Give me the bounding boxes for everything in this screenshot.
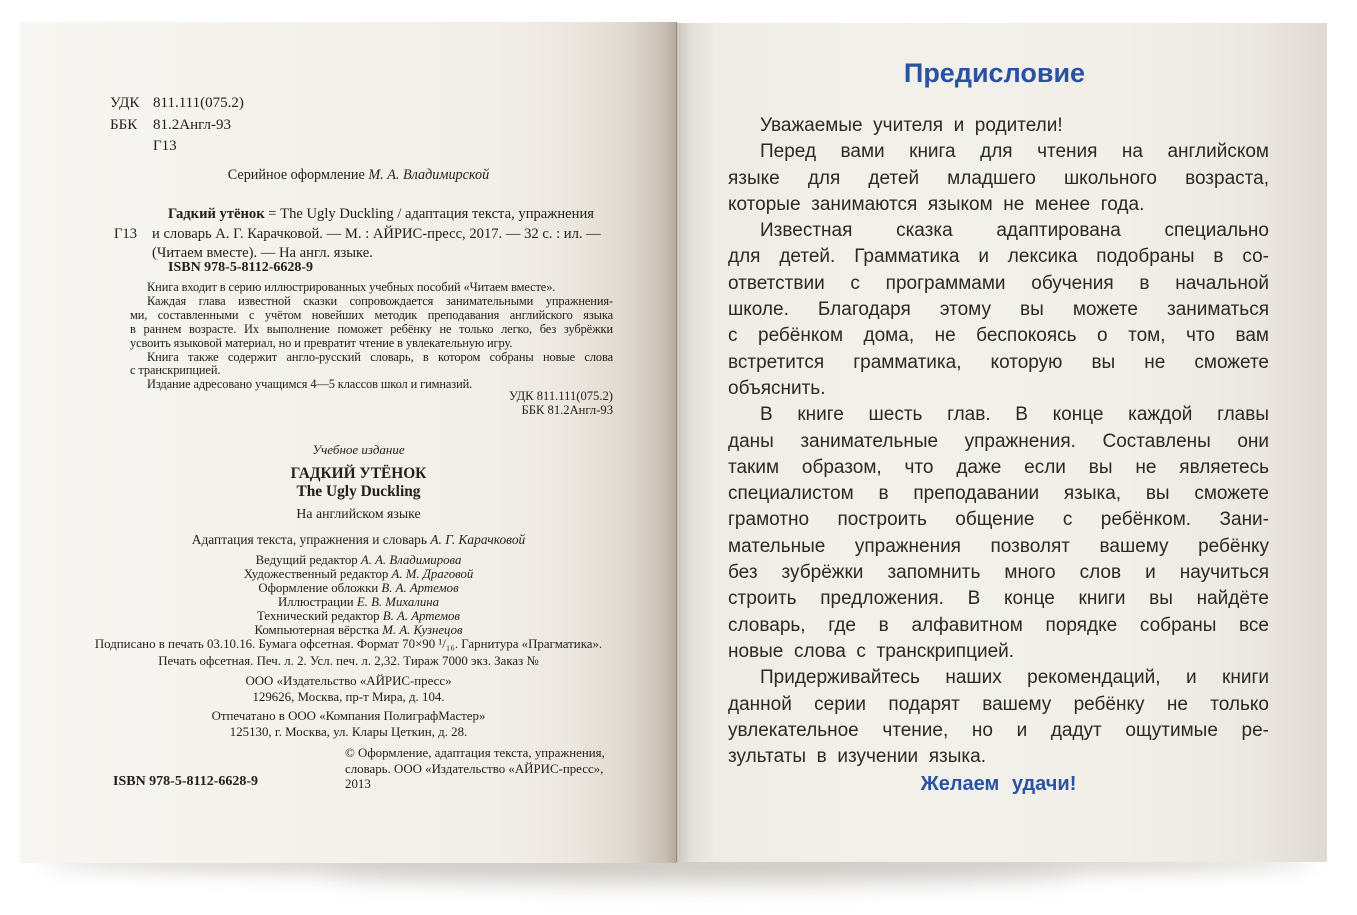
credit-name: В. А. Артемов <box>382 608 460 623</box>
text-line: школе. Благодаря этому вы можете заниматься <box>728 299 1269 321</box>
language-note: На английском языке <box>296 506 421 521</box>
credit-line <box>90 554 627 568</box>
text-line: встретится грамматика, которую вы не сможете <box>728 351 1269 373</box>
book-title-en: The Ugly Duckling <box>296 483 421 500</box>
isbn-bottom: ISBN 978-5-8112-6628-9 <box>113 774 259 789</box>
publisher-block <box>40 673 657 705</box>
udk-right-line: УДК 811.111(075.2) <box>508 389 613 403</box>
adaptation-author: А. Г. Карачковой <box>430 532 526 547</box>
credit-role: Оформление обложки <box>258 580 379 595</box>
bbk-label: ББК <box>110 116 138 133</box>
udk-line <box>110 93 244 115</box>
printer-address: 125130, г. Москва, ул. Клары Цеткин, д. 28. <box>229 725 468 739</box>
edition-block <box>90 442 627 637</box>
text-line: Книга также содержит англо-русский словарь, в котором собраны новые слова <box>147 349 613 364</box>
cip-line-2: и словарь А. Г. Карачковой. — М. : АЙРИС-пресс, 2017. — 32 с. : ил. — <box>152 225 601 242</box>
adaptation-prefix: Адаптация текста, упражнения и словарь <box>191 532 427 547</box>
spine-shadow <box>676 22 677 862</box>
credit-role: Художественный редактор <box>243 566 389 581</box>
cip-title-bold: Гадкий утёнок <box>168 206 265 222</box>
preface-paragraph <box>728 218 1269 402</box>
text-line: данной серии подарят вашему ребёнку не только <box>728 693 1269 715</box>
text-line: новые слова с транскрипцией. <box>728 640 1015 662</box>
text-line: строить предложения. В конце книги вы найдёте <box>728 588 1269 610</box>
text-line: ми, составленными с учётом новейших методик преподавания английского языка <box>130 307 613 322</box>
printer-name: Отпечатано в ООО «Компания ПолиграфМастер» <box>211 709 486 723</box>
text-line: для детей. Грамматика и лексика подобраны в со- <box>728 246 1269 268</box>
text-line: увлекательное чтение, но и дадут ощутимые ре- <box>728 719 1269 741</box>
text-line: с ребёнком дома, не беспокоясь о том, что вам <box>728 325 1269 347</box>
credit-name: А. А. Владимирова <box>360 553 462 567</box>
credit-name: М. А. Кузнецов <box>382 622 463 637</box>
text-line: ответствии с программами обучения в начальной <box>728 272 1269 294</box>
text-line: Книга входит в серию иллюстрированных учебных пособий «Читаем вместе». <box>147 280 556 294</box>
cip-line-1 <box>152 205 635 225</box>
credit-name: В. А. Артемов <box>381 580 459 595</box>
series-designer-name: М. А. Владимирской <box>368 167 490 183</box>
credit-line <box>90 582 627 596</box>
author-code: Г13 <box>153 138 177 154</box>
bbk-value: 81.2Англ-93 <box>153 116 231 133</box>
text-line: языке для детей младшего школьного возраста, <box>728 167 1269 189</box>
text-line: усвоить языковой материал, но и превратит чтение в увлекательную игру. <box>130 335 513 350</box>
adaptation-line <box>90 532 627 548</box>
publisher-address: 129626, Москва, пр-т Мира, д. 104. <box>252 690 445 704</box>
text-line: Уважаемые учителя и родители! <box>760 115 1063 136</box>
text-line: без зубрёжки запомнить много слов и научиться <box>728 562 1269 584</box>
credit-role: Компьютерная вёрстка <box>254 622 380 637</box>
text-line: В книге шесть глав. В конце каждой главы <box>760 404 1269 426</box>
credit-role: Ведущий редактор <box>255 553 358 567</box>
text-line: Известная сказка адаптирована специально <box>760 220 1269 242</box>
preface-page <box>677 23 1327 862</box>
text-line: грамотно построить общение с ребёнком. Зани- <box>728 509 1269 531</box>
credit-line <box>90 568 627 582</box>
cip-author-code: Г13 <box>114 225 138 242</box>
text-line: даны занимательные упражнения. Составлены они <box>728 430 1269 452</box>
text-line: специалистом в преподавании языка, вы сможете <box>728 483 1269 505</box>
text-line: объяснить. <box>728 377 826 399</box>
text-line: Перед вами книга для чтения на английском <box>760 141 1269 163</box>
cip-line-3: (Читаем вместе). — На англ. языке. <box>152 245 373 261</box>
preface-paragraph <box>728 665 1269 770</box>
preface-body <box>728 113 1269 798</box>
preface-paragraph <box>728 113 1269 139</box>
text-line: 2013 <box>345 777 371 791</box>
imprint-page <box>20 22 677 863</box>
text-line: словарь, где в алфавитном порядке собраны все <box>728 614 1269 636</box>
isbn-top: ISBN 978-5-8112-6628-9 <box>168 260 314 275</box>
edition-type: Учебное издание <box>312 442 405 457</box>
text-line: Издание адресовано учащимся 4—5 классов школ и гимназий. <box>147 377 473 392</box>
credits-block <box>90 554 627 637</box>
series-design-line <box>90 167 627 184</box>
closing-line: Желаем удачи! <box>920 773 1077 796</box>
credit-role: Технический редактор <box>257 608 380 623</box>
text-line: © Оформление, адаптация текста, упражнения, <box>345 746 605 760</box>
credit-line <box>90 596 627 610</box>
bbk-right-line: ББК 81.2Англ-93 <box>521 402 613 417</box>
printer-block <box>40 708 657 740</box>
preface-paragraph <box>728 139 1269 218</box>
text-line: таким образом, что даже если вы не являетесь <box>728 456 1269 478</box>
credit-line <box>90 610 627 624</box>
text-line: которые занимаются языком не менее года. <box>728 193 1145 215</box>
preface-heading: Предисловие <box>903 58 1086 88</box>
preface-paragraph <box>728 402 1269 665</box>
cip-title-rest: = The Ugly Duckling / адаптация текста, упражнения <box>264 206 594 222</box>
print-info-block <box>40 636 657 670</box>
credit-name: Е. В. Михалина <box>356 594 439 609</box>
print-info-line-1: Подписано в печать 03.10.16. Бумага офсетная. Формат 70×90 ¹/₁₆. Гарнитура «Прагматика». <box>94 637 603 651</box>
text-line: Каждая глава известной сказки сопровождается занимательными упражнения- <box>147 293 613 308</box>
bbk-line <box>110 115 244 137</box>
udk-bbk-block <box>110 93 244 158</box>
text-line: мательные упражнения позволят вашему ребёнку <box>728 535 1269 557</box>
udk-value: 811.111(075.2) <box>153 95 244 111</box>
cip-entry <box>114 205 635 264</box>
author-code-line <box>110 136 244 158</box>
series-design-prefix: Серийное оформление <box>227 167 365 183</box>
text-line: Придерживайтесь наших рекомендаций, и книги <box>760 667 1269 689</box>
udk-label: УДК <box>110 95 140 111</box>
book-title-ru: ГАДКИЙ УТЁНОК <box>290 465 427 482</box>
text-line: в раннем возрасте. Их выполнение поможет ребёнку не только легко, без зубрёжки <box>130 321 613 336</box>
text-line: словарь. ООО «Издательство «АЙРИС-пресс», <box>345 761 604 776</box>
text-line: зультаты в изучении языка. <box>728 746 986 768</box>
udk-bbk-right-block <box>509 390 613 417</box>
publisher-name: ООО «Издательство «АЙРИС-пресс» <box>245 674 452 688</box>
copyright-block <box>345 746 635 793</box>
print-info-line-2: Печать офсетная. Печ. л. 2. Усл. печ. л. 2,32. Тираж 7000 экз. Заказ № <box>158 654 539 668</box>
text-line: с транскрипцией. <box>130 363 221 378</box>
credit-role: Иллюстрации <box>278 594 354 609</box>
credit-name: А. М. Драговой <box>391 566 474 581</box>
annotation-block <box>130 281 613 392</box>
